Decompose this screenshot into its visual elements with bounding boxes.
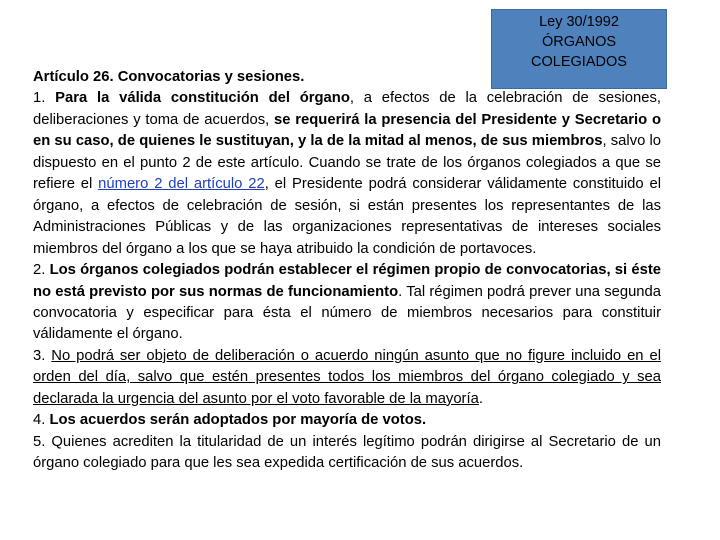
paragraph-2-bold: Los órganos colegiados podrán establecer el régimen propio de convocatorias, si éste no está previsto por sus normas de funcionamiento	[33, 262, 661, 300]
paragraph-4-bold: Los acuerdos serán adoptados por mayoría de votos.	[49, 412, 427, 429]
paragraph-5	[33, 432, 661, 475]
paragraph-1-bold-2: se requerirá la presencia del Presidente y Secretario o en su caso, de quienes le sustituyan, y la de la mitad al menos, de sus miembros	[33, 111, 661, 150]
paragraph-4	[33, 410, 661, 431]
badge-line-organos: ÓRGANOS	[541, 34, 617, 50]
paragraph-1-text-2: , salvo lo dispuesto en el punto 2 de este artículo. Cuando se trate de los órganos colegiados a que se refiere el	[33, 133, 661, 193]
paragraph-4-number: 4.	[33, 412, 46, 429]
paragraph-3-number: 3.	[33, 347, 46, 364]
paragraph-3-text: .	[478, 390, 483, 407]
paragraph-2-text: . Tal régimen podrá prever una segunda convocatoria y especificar para ésta el número de miembros necesarios para constituir válidamente el órgano.	[33, 283, 661, 343]
paragraph-3	[33, 346, 661, 410]
badge-law-number: Ley 30/1992	[539, 14, 619, 30]
paragraph-5-text: Quienes acrediten la titularidad de un interés legítimo podrán dirigirse al Secretario de un órgano colegiado para que les sea expedida certificación de sus acuerdos.	[33, 433, 661, 472]
article-title: Artículo 26. Convocatorias y sesiones.	[33, 69, 305, 85]
paragraph-2	[33, 260, 661, 346]
paragraph-3-underlined: No podrá ser objeto de deliberación o acuerdo ningún asunto que no figure incluido en el orden del día, salvo que estén presentes todos los miembros del órgano colegiado y sea declarada la urgencia del asunto por el voto favorable de la mayoría	[33, 347, 661, 407]
article-text	[33, 67, 661, 475]
paragraph-2-number: 2.	[33, 262, 46, 279]
paragraph-1-text-3: , el Presidente podrá considerar válidamente constituido el órgano, a efectos de celebración de sesión, si están presentes los representantes de las Administraciones Públicas y de las organizaciones representativas de intereses sociales miembros del órgano a los que se haya atribuido la condición de portavoces.	[33, 176, 661, 257]
badge-line-colegiados: COLEGIADOS	[531, 54, 627, 70]
paragraph-1-number: 1.	[33, 90, 46, 107]
paragraph-1-bold-1: Para la válida constitución del órgano	[55, 90, 350, 107]
paragraph-5-number: 5.	[33, 433, 46, 450]
article-22-link[interactable]: número 2 del artículo 22	[98, 176, 265, 193]
paragraph-1-text-1: , a efectos de la celebración de sesiones, deliberaciones y toma de acuerdos,	[33, 90, 661, 128]
paragraph-1	[33, 88, 661, 260]
